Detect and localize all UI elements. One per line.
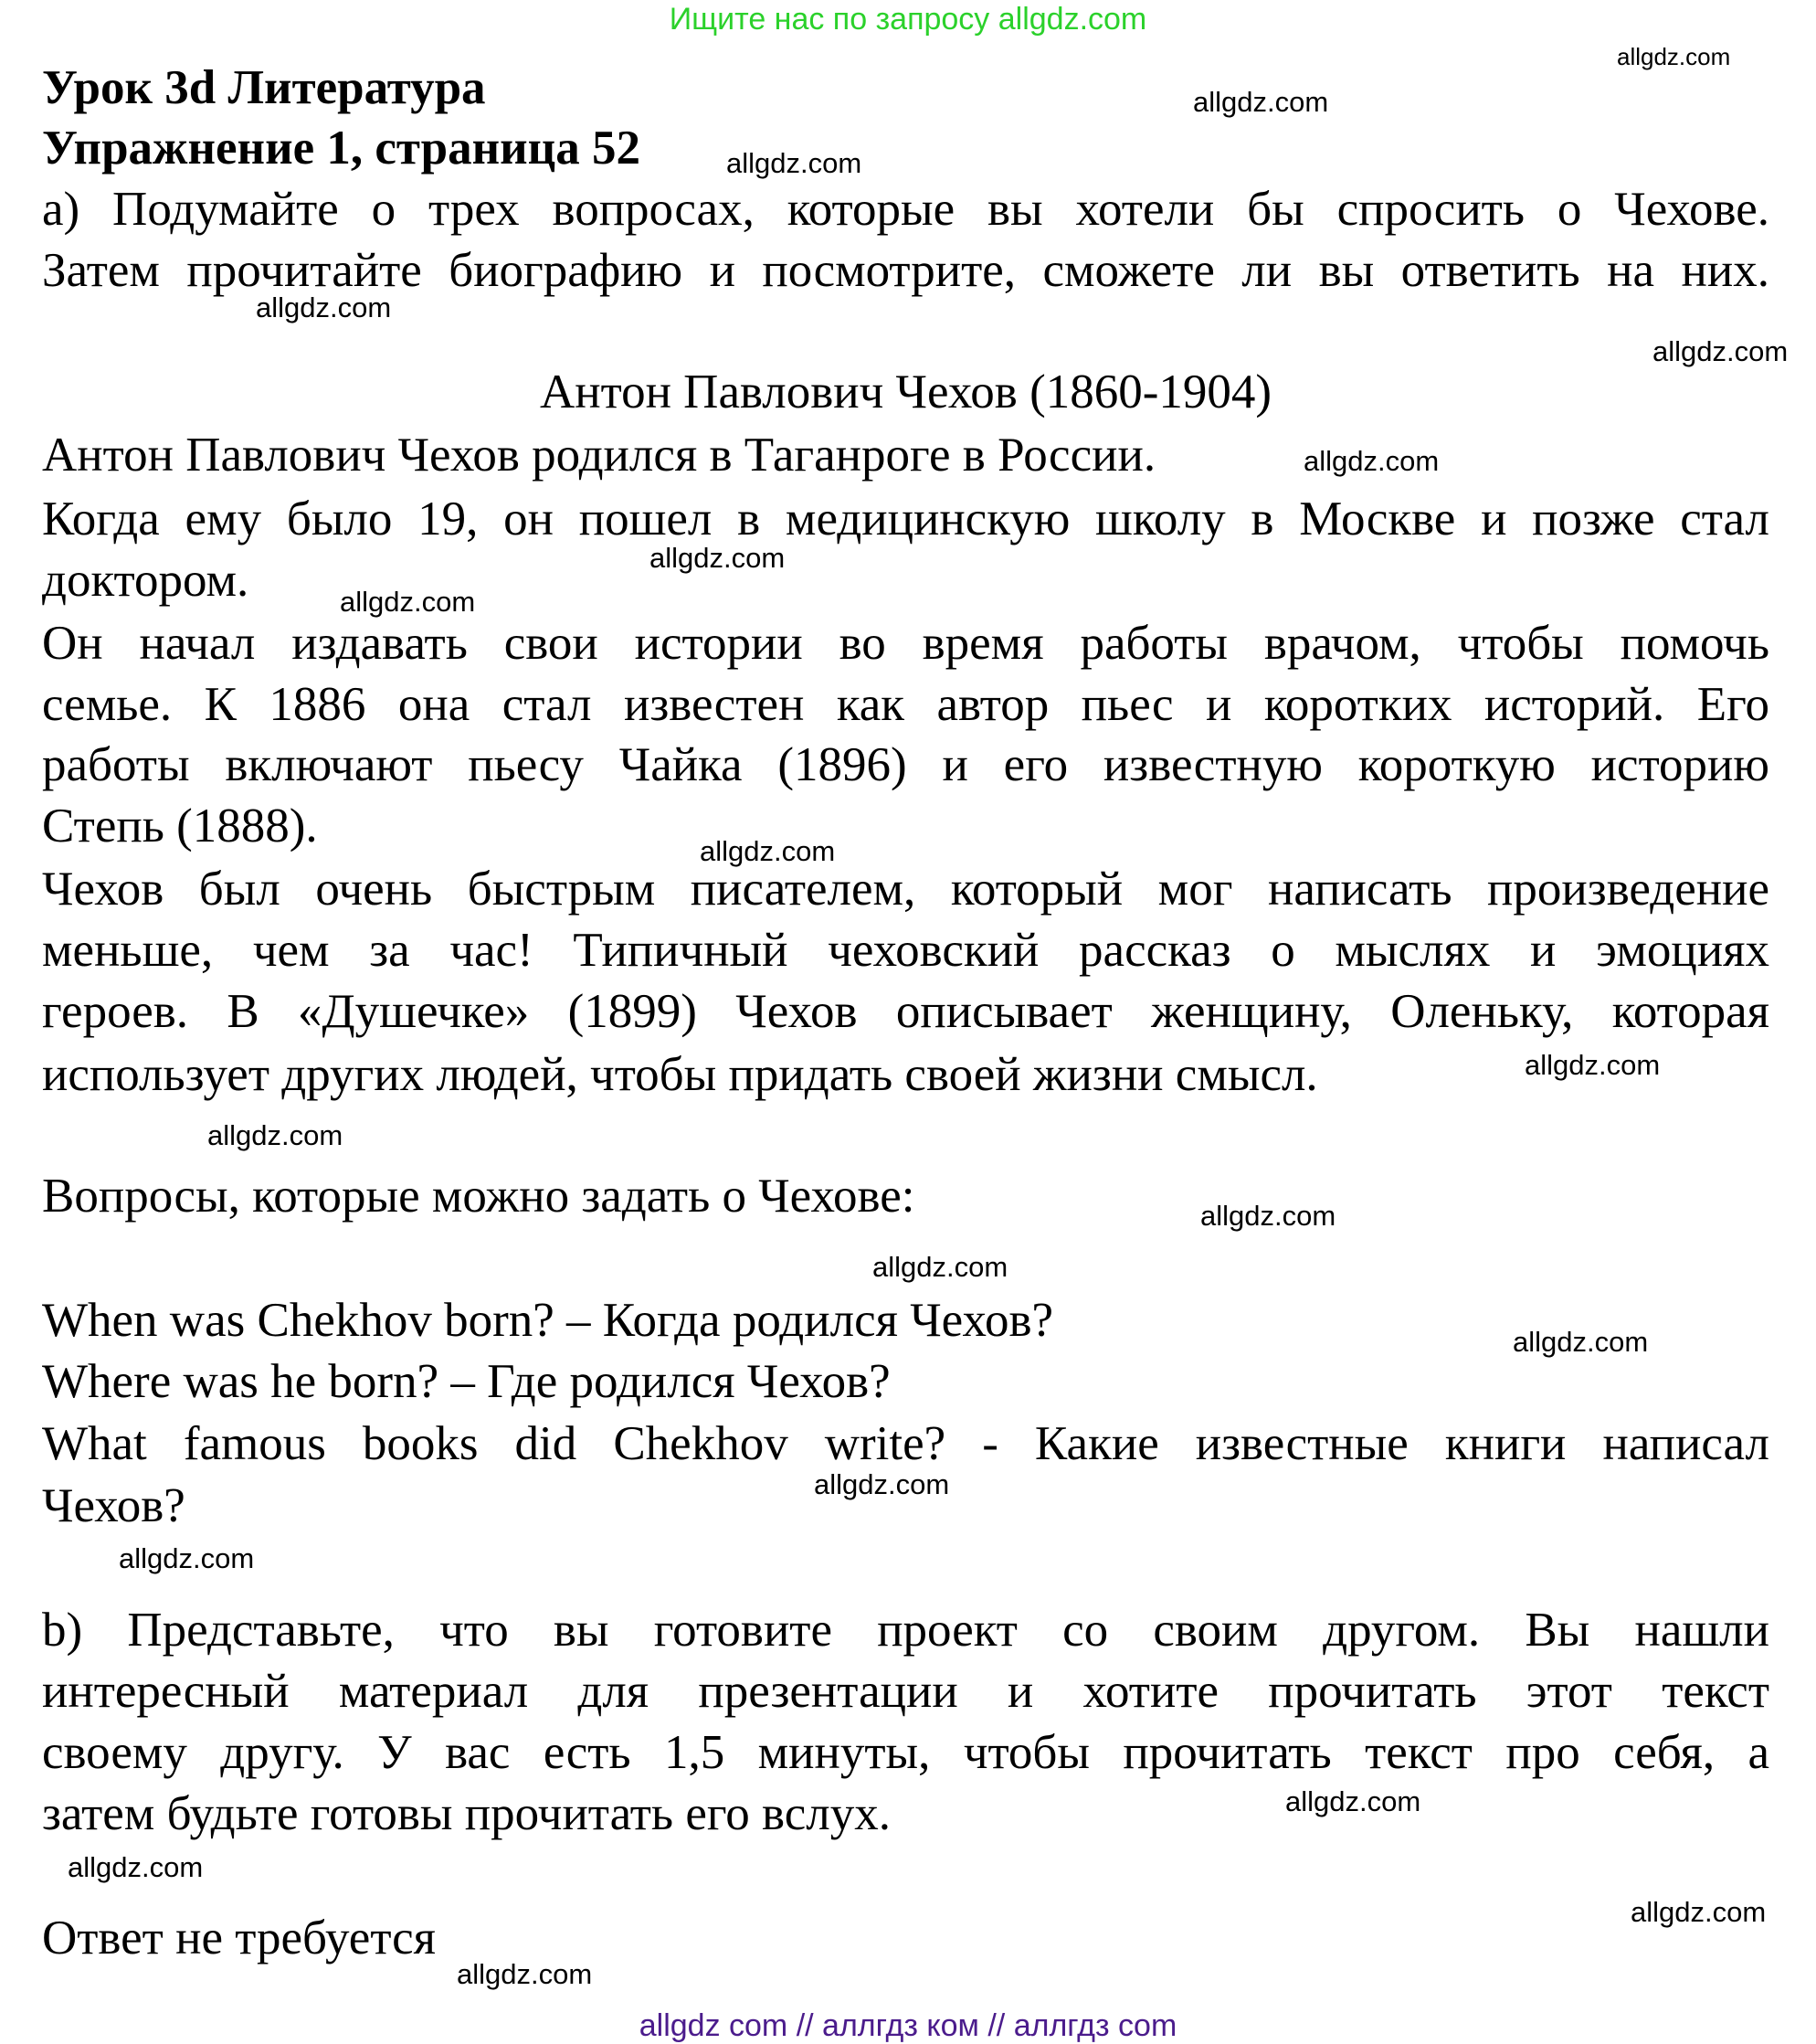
watermark: allgdz.com (1631, 1896, 1767, 1928)
bio-line: Он начал издавать свои истории во время работы врачом, чтобы помочь (42, 617, 1769, 670)
watermark: allgdz.com (726, 147, 862, 179)
question-line: When was Chekhov born? – Когда родился Чехов? (42, 1294, 1054, 1347)
watermark: allgdz.com (1525, 1049, 1661, 1081)
watermark: allgdz.com (1200, 1200, 1336, 1232)
watermark: allgdz.com (1617, 43, 1731, 70)
questions-heading: Вопросы, которые можно задать о Чехове: (42, 1170, 915, 1223)
watermark: allgdz.com (700, 835, 836, 867)
task-a-line: а) Подумайте о трех вопросах, которые вы хотели бы спросить о Чехове. (42, 183, 1769, 236)
watermark: allgdz.com (1513, 1326, 1649, 1358)
question-line: Where was he born? – Где родился Чехов? (42, 1355, 891, 1408)
task-a-line: Затем прочитайте биографию и посмотрите, сможете ли вы ответить на них. (42, 244, 1769, 297)
task-b-line: b) Представьте, что вы готовите проект со своим другом. Вы нашли (42, 1604, 1769, 1657)
watermark: allgdz.com (1285, 1785, 1421, 1817)
bio-line: семье. К 1886 она стал известен как автор пьес и коротких историй. Его (42, 678, 1769, 731)
watermark: allgdz.com (68, 1851, 204, 1883)
task-b-line: затем будьте готовы прочитать его вслух. (42, 1787, 891, 1840)
bio-title: Антон Павлович Чехов (1860-1904) (539, 365, 1272, 418)
search-banner[interactable]: Ищите нас по запросу allgdz.com (669, 2, 1147, 37)
watermark: allgdz.com (1304, 445, 1440, 477)
answer-text: Ответ не требуется (42, 1912, 437, 1965)
watermark: allgdz.com (340, 586, 476, 618)
bio-line: героев. В «Душечке» (1899) Чехов описывает женщину, Оленьку, которая (42, 985, 1769, 1038)
question-line: What famous books did Chekhov write? - Какие известные книги написал (42, 1417, 1769, 1470)
bio-line: использует других людей, чтобы придать своей жизни смысл. (42, 1048, 1318, 1101)
bio-line: доктором. (42, 554, 249, 607)
footer-banner[interactable]: allgdz com // аллгдз ком // аллгдз com (639, 2008, 1177, 2043)
bio-line: Когда ему было 19, он пошел в медицинскую школу в Москве и позже стал (42, 492, 1769, 545)
bio-line: Антон Павлович Чехов родился в Таганроге в России. (42, 429, 1156, 482)
bio-line: меньше, чем за час! Типичный чеховский рассказ о мыслях и эмоциях (42, 924, 1769, 977)
watermark: allgdz.com (814, 1468, 950, 1500)
exercise-title: Упражнение 1, страница 52 (42, 122, 640, 175)
watermark: allgdz.com (256, 291, 392, 323)
watermark: allgdz.com (207, 1119, 343, 1151)
bio-line: Степь (1888). (42, 800, 318, 853)
watermark: allgdz.com (1193, 86, 1329, 118)
watermark: allgdz.com (457, 1958, 593, 1990)
bio-line: Чехов был очень быстрым писателем, который мог написать произведение (42, 863, 1769, 916)
task-b-line: интересный материал для презентации и хотите прочитать этот текст (42, 1665, 1769, 1718)
task-b-line: своему другу. У вас есть 1,5 минуты, чтобы прочитать текст про себя, а (42, 1726, 1769, 1779)
bio-line: работы включают пьесу Чайка (1896) и его известную короткую историю (42, 738, 1769, 791)
lesson-title: Урок 3d Литература (42, 61, 486, 114)
watermark: allgdz.com (872, 1251, 1008, 1283)
watermark: allgdz.com (119, 1542, 255, 1574)
question-line: Чехов? (42, 1479, 185, 1532)
watermark: allgdz.com (1652, 335, 1789, 367)
watermark: allgdz.com (649, 542, 786, 574)
